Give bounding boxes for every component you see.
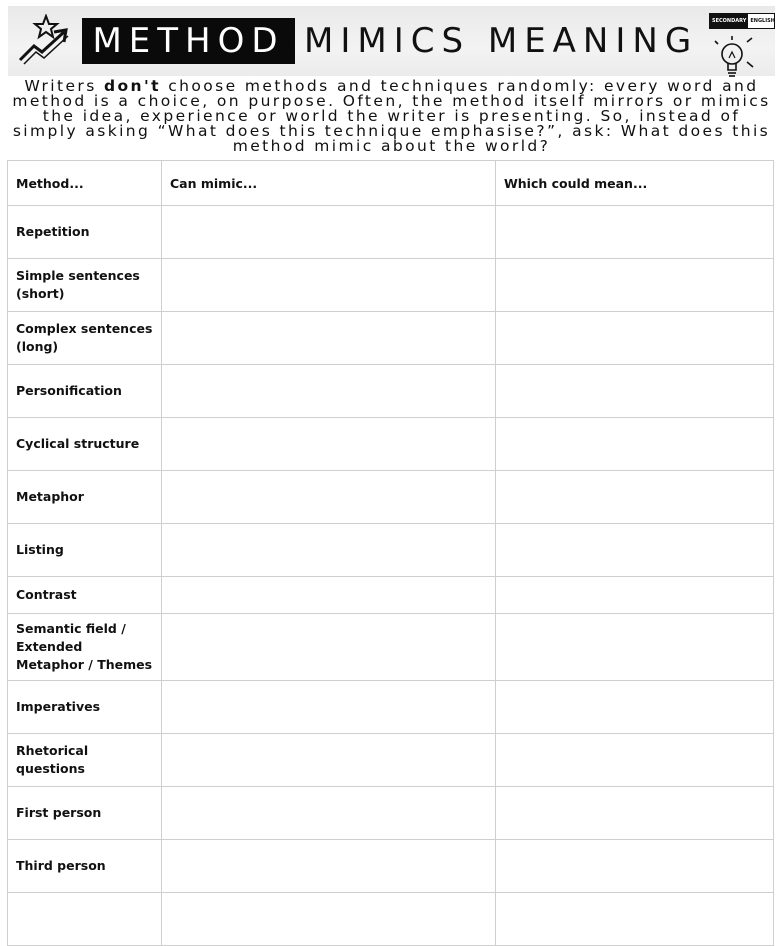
table-row <box>8 840 774 893</box>
could-mean-cell[interactable] <box>496 206 774 259</box>
table-row <box>8 893 774 946</box>
table-row <box>8 312 774 365</box>
table-row <box>8 524 774 577</box>
table-row <box>8 734 774 787</box>
logo-text-english: ENGLISH <box>750 18 775 24</box>
could-mean-cell[interactable] <box>496 524 774 577</box>
table-row <box>8 614 774 681</box>
could-mean-cell[interactable] <box>496 787 774 840</box>
lightbulb-icon <box>713 32 757 80</box>
method-cell: Personification <box>8 365 162 418</box>
table-row <box>8 471 774 524</box>
can-mimic-cell[interactable] <box>162 365 496 418</box>
table-row <box>8 365 774 418</box>
intro-rest: choose methods and techniques randomly: every word and method is a choice, on purpose. Often, the method itself mirrors or mimics the idea, experience or world the writer is presenting. So, instead of simply asking “What does this technique emphasise?”, ask: What does this method mimic about the world? <box>12 77 771 155</box>
can-mimic-cell[interactable] <box>162 787 496 840</box>
intro-paragraph <box>8 79 775 154</box>
could-mean-cell[interactable] <box>496 418 774 471</box>
column-header-can-mimic: Can mimic... <box>162 161 496 206</box>
method-cell: Cyclical structure <box>8 418 162 471</box>
method-cell: Rhetorical questions <box>8 734 162 787</box>
table-row <box>8 577 774 614</box>
method-cell: Listing <box>8 524 162 577</box>
can-mimic-cell[interactable] <box>162 418 496 471</box>
intro-prefix: Writers <box>24 77 104 95</box>
could-mean-cell[interactable] <box>496 614 774 681</box>
could-mean-cell[interactable] <box>496 312 774 365</box>
column-header-which-could-mean: Which could mean... <box>496 161 774 206</box>
can-mimic-cell[interactable] <box>162 312 496 365</box>
method-cell: Repetition <box>8 206 162 259</box>
can-mimic-cell[interactable] <box>162 681 496 734</box>
can-mimic-cell[interactable] <box>162 893 496 946</box>
can-mimic-cell[interactable] <box>162 471 496 524</box>
table-row <box>8 681 774 734</box>
trending-arrow-star-icon <box>16 14 74 66</box>
intro-bold-word: don't <box>104 77 161 95</box>
page-title-method: METHOD <box>92 21 285 61</box>
can-mimic-cell[interactable] <box>162 524 496 577</box>
table-row <box>8 787 774 840</box>
can-mimic-cell[interactable] <box>162 840 496 893</box>
method-cell: Simple sentences (short) <box>8 259 162 312</box>
could-mean-cell[interactable] <box>496 893 774 946</box>
page-title-rest: MIMICS MEANING <box>304 21 699 61</box>
can-mimic-cell[interactable] <box>162 577 496 614</box>
can-mimic-cell[interactable] <box>162 614 496 681</box>
can-mimic-cell[interactable] <box>162 259 496 312</box>
table-row <box>8 418 774 471</box>
method-cell: Contrast <box>8 577 162 614</box>
table-row <box>8 206 774 259</box>
could-mean-cell[interactable] <box>496 471 774 524</box>
table-header-row <box>8 161 774 206</box>
method-cell: First person <box>8 787 162 840</box>
table-row <box>8 259 774 312</box>
can-mimic-cell[interactable] <box>162 734 496 787</box>
method-cell: Metaphor <box>8 471 162 524</box>
could-mean-cell[interactable] <box>496 734 774 787</box>
column-header-method: Method... <box>8 161 162 206</box>
method-cell <box>8 893 162 946</box>
method-cell: Third person <box>8 840 162 893</box>
method-cell: Complex sentences (long) <box>8 312 162 365</box>
method-cell: Semantic field / Extended Metaphor / Themes <box>8 614 162 681</box>
could-mean-cell[interactable] <box>496 681 774 734</box>
logo-text-secondary: SECONDARY <box>710 14 748 28</box>
can-mimic-cell[interactable] <box>162 206 496 259</box>
methods-table <box>7 160 774 946</box>
could-mean-cell[interactable] <box>496 577 774 614</box>
could-mean-cell[interactable] <box>496 840 774 893</box>
could-mean-cell[interactable] <box>496 365 774 418</box>
could-mean-cell[interactable] <box>496 259 774 312</box>
method-cell: Imperatives <box>8 681 162 734</box>
brand-logo <box>709 13 775 29</box>
